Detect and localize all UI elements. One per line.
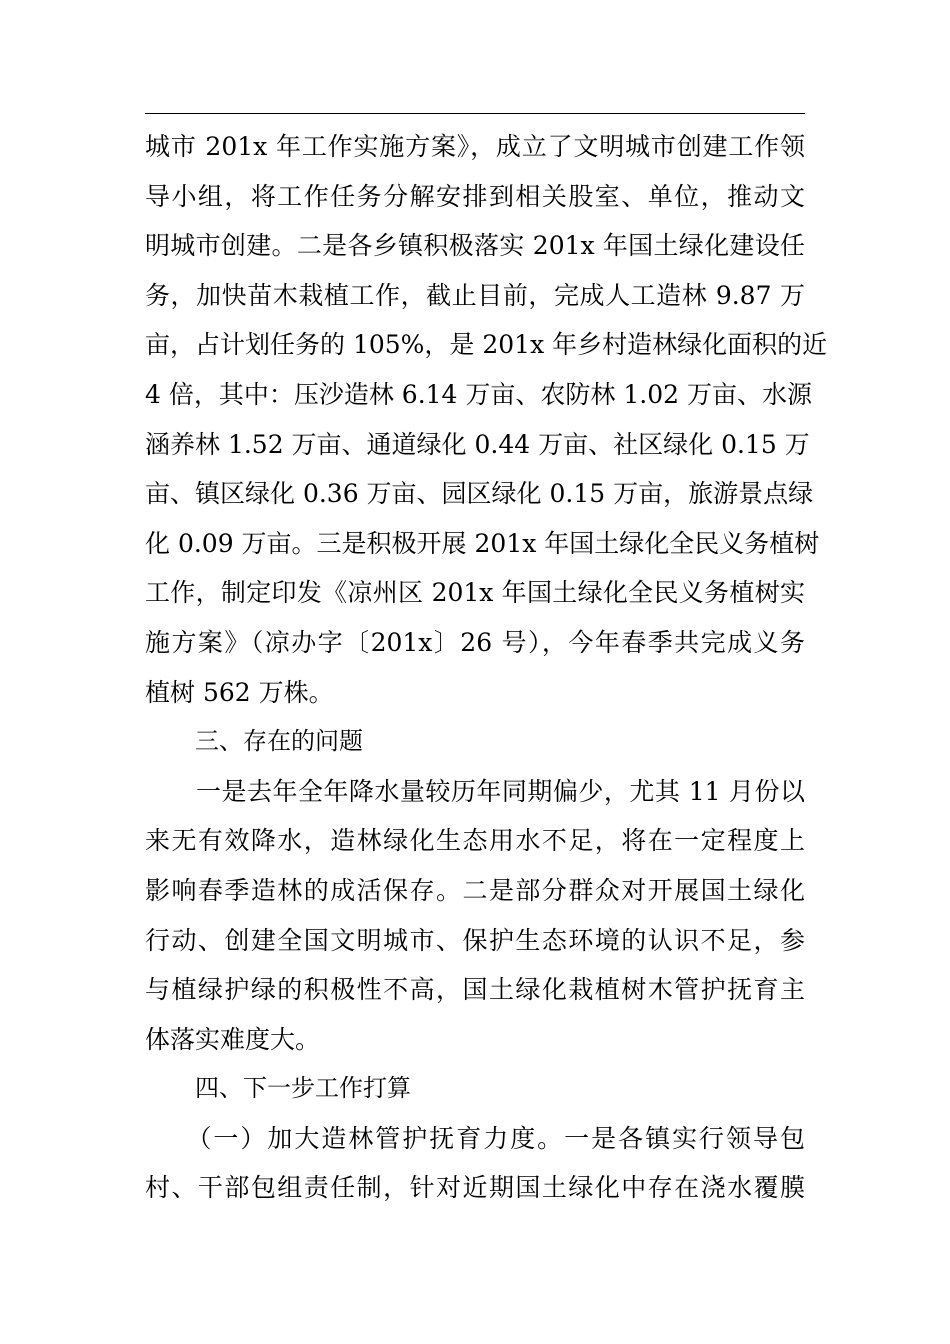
text-line: （一）加大造林管护抚育力度。一是各镇实行领导包	[145, 1123, 805, 1153]
text-line: 工作，制定印发《凉州区 201x 年国土绿化全民义务植树实	[145, 578, 805, 608]
section-heading-problems: 三、存在的问题	[195, 727, 363, 756]
text-line: 亩，占计划任务的 105%，是 201x 年乡村造林绿化面积的近	[145, 330, 828, 360]
text-line: 体落实难度大。	[145, 1024, 321, 1054]
text-line: 影响春季造林的成活保存。二是部分群众对开展国土绿化	[145, 875, 805, 905]
paragraph-greening-progress	[145, 122, 828, 717]
text-line: 行动、创建全国文明城市、保护生态环境的认识不足，参	[145, 925, 805, 955]
text-line: 务，加快苗木栽植工作，截止目前，完成人工造林 9.87 万	[145, 280, 805, 310]
document-body	[145, 122, 828, 1213]
text-line: 城市 201x 年工作实施方案》，成立了文明城市创建工作领	[145, 132, 805, 161]
section-heading-next-steps: 四、下一步工作打算	[195, 1074, 411, 1103]
text-line: 来无有效降水，造林绿化生态用水不足，将在一定程度上	[145, 826, 805, 856]
text-line: 涵养林 1.52 万亩、通道绿化 0.44 万亩、社区绿化 0.15 万	[145, 429, 810, 459]
header-divider	[145, 113, 805, 114]
text-line: 植树 562 万株。	[145, 677, 334, 707]
paragraph-problems	[145, 767, 805, 1065]
paragraph-next-steps	[145, 1114, 805, 1213]
text-line: 导小组，将工作任务分解安排到相关股室、单位，推动文	[145, 181, 805, 211]
text-line: 明城市创建。二是各乡镇积极落实 201x 年国土绿化建设任	[145, 231, 805, 261]
text-line: 化 0.09 万亩。三是积极开展 201x 年国土绿化全民义务植树	[145, 528, 820, 558]
text-line: 与植绿护绿的积极性不高，国土绿化栽植树木管护抚育主	[145, 975, 805, 1005]
text-line: 村、干部包组责任制，针对近期国土绿化中存在浇水覆膜	[145, 1173, 805, 1203]
text-line: 施方案》（凉办字〔201x〕26 号），今年春季共完成义务	[145, 627, 805, 657]
text-line: 亩、镇区绿化 0.36 万亩、园区绿化 0.15 万亩，旅游景点绿	[145, 479, 814, 509]
text-line: 一是去年全年降水量较历年同期偏少，尤其 11 月份以	[145, 776, 805, 806]
text-line: 4 倍，其中：压沙造林 6.14 万亩、农防林 1.02 万亩、水源	[145, 379, 812, 409]
